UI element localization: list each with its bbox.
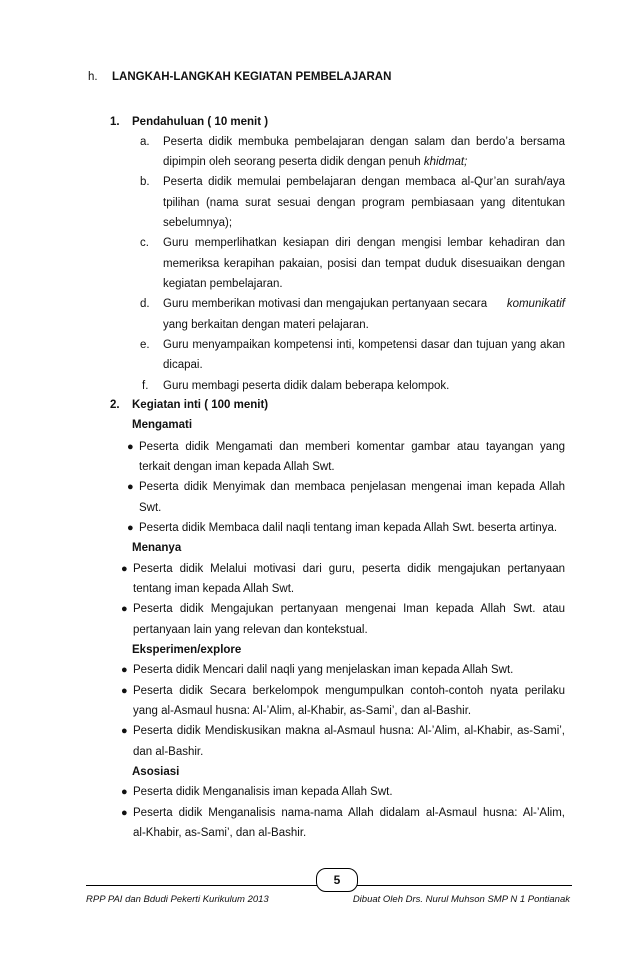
bullet-icon: ● <box>127 440 134 453</box>
item-a-line1: Peserta didik membuka pembelajaran dengan salam dan berdo’a bersama <box>163 135 565 148</box>
subheading-eksperimen: Eksperimen/explore <box>132 644 242 656</box>
item-letter: d. <box>140 298 150 311</box>
bullet-icon: ● <box>121 664 128 677</box>
eksperimen-bullet1-line1: Peserta didik Mencari dalil naqli yang menjelaskan iman kepada Allah Swt. <box>133 664 514 677</box>
bullet-icon: ● <box>121 684 128 697</box>
item-a-line2-text: dipimpin oleh seorang peserta didik dengan penuh <box>163 156 424 168</box>
page-number: 5 <box>316 868 358 892</box>
mengamati-bullet2-line2: Swt. <box>139 501 162 514</box>
footer-right-text: Dibuat Oleh Drs. Nurul Muhson SMP N 1 Pontianak <box>352 894 570 905</box>
part1-number: 1. <box>110 116 120 129</box>
item-d-line1 <box>163 297 565 311</box>
menanya-bullet1-line2: tentang iman kepada Allah Swt. <box>133 583 295 595</box>
mengamati-bullet3-line1: Peserta didik Membaca dalil naqli tentang iman kepada Allah Swt. beserta artinya. <box>139 522 558 534</box>
item-letter: f. <box>142 379 149 392</box>
bullet-icon: ● <box>121 603 128 616</box>
eksperimen-bullet3-line2: dan al-Bashir. <box>133 745 204 758</box>
bullet-icon: ● <box>121 562 128 575</box>
item-a-line2 <box>163 155 467 169</box>
item-d-line1-italic: komunikatif <box>506 298 565 311</box>
item-e-line1: Guru menyampaikan kompetensi inti, kompetensi dasar dan tujuan yang akan <box>163 339 565 351</box>
part1-title: Pendahuluan ( 10 menit ) <box>132 116 269 129</box>
item-letter: c. <box>140 237 149 250</box>
item-a-line2-italic: khidmat; <box>423 156 468 168</box>
bullet-icon: ● <box>127 522 134 534</box>
asosiasi-bullet1-line1: Peserta didik Menganalisis iman kepada Allah Swt. <box>133 786 393 799</box>
mengamati-bullet1-line2: terkait dengan iman kepada Allah Swt. <box>139 461 335 473</box>
asosiasi-bullet2-line2: al-Khabir, as-Sami’, dan al-Bashir. <box>133 827 307 839</box>
section-marker: h. <box>88 71 98 83</box>
item-b-line1: Peserta didik memulai pembelajaran dengan membaca al-Qur’an surah/aya <box>163 176 565 189</box>
eksperimen-bullet2-line1: Peserta didik Secara berkelompok mengumpulkan contoh-contoh nyata perilaku <box>133 684 565 697</box>
eksperimen-bullet3-line1: Peserta didik Mendiskusikan makna al-Asmaul husna: Al-’Alim, al-Khabir, as-Sami’, <box>133 725 565 738</box>
item-b-line2: tpilihan (nama surat sesuai dengan program pembiasaan yang ditentukan <box>163 196 565 209</box>
menanya-bullet1-line1: Peserta didik Melalui motivasi dari guru, peserta didik mengajukan pertanyaan <box>133 562 565 575</box>
item-e-line2: dicapai. <box>163 359 203 372</box>
menanya-bullet2-line1: Peserta didik Mengajukan pertanyaan mengenai Iman kepada Allah Swt. atau <box>133 603 565 616</box>
section-title: LANGKAH-LANGKAH KEGIATAN PEMBELAJARAN <box>112 71 392 83</box>
item-d-line2: yang berkaitan dengan materi pelajaran. <box>163 318 369 331</box>
part2-title: Kegiatan inti ( 100 menit) <box>132 399 269 412</box>
item-c-line2: memeriksa kerapihan pakaian, posisi dan tempat duduk disesuaikan dengan <box>163 257 565 270</box>
bullet-icon: ● <box>121 806 128 819</box>
part2-number: 2. <box>110 399 120 412</box>
mengamati-bullet2-line1: Peserta didik Menyimak dan membaca penjelasan mengenai iman kepada Allah <box>139 481 565 494</box>
bullet-icon: ● <box>121 786 128 799</box>
item-d-line1-text: Guru memberikan motivasi dan mengajukan pertanyaan secara <box>163 298 488 311</box>
eksperimen-bullet2-line2: yang al-Asmaul husna: Al-’Alim, al-Khabir, as-Sami’, dan al-Bashir. <box>133 705 472 717</box>
asosiasi-bullet2-line1: Peserta didik Menganalisis nama-nama Allah didalam al-Asmaul husna: Al-’Alim, <box>133 806 565 819</box>
menanya-bullet2-line2: pertanyaan lain yang relevan dan kontekstual. <box>133 623 368 636</box>
item-c-line1: Guru memperlihatkan kesiapan diri dengan mengisi lembar kehadiran dan <box>163 237 565 250</box>
item-f-line1: Guru membagi peserta didik dalam beberapa kelompok. <box>163 379 450 392</box>
subheading-mengamati: Mengamati <box>132 419 193 432</box>
item-letter: a. <box>140 135 150 148</box>
item-letter: e. <box>140 339 150 351</box>
item-letter: b. <box>140 176 150 189</box>
bullet-icon: ● <box>121 725 128 738</box>
footer-left-text: RPP PAI dan Bdudi Pekerti Kurikulum 2013 <box>86 894 269 905</box>
subheading-menanya: Menanya <box>132 542 182 555</box>
item-c-line3: kegiatan pembelajaran. <box>163 278 283 290</box>
bullet-icon: ● <box>127 481 134 494</box>
subheading-asosiasi: Asosiasi <box>132 766 180 778</box>
mengamati-bullet1-line1: Peserta didik Mengamati dan memberi komentar gambar atau tayangan yang <box>139 440 565 453</box>
item-b-line3: sebelumnya); <box>163 217 233 229</box>
